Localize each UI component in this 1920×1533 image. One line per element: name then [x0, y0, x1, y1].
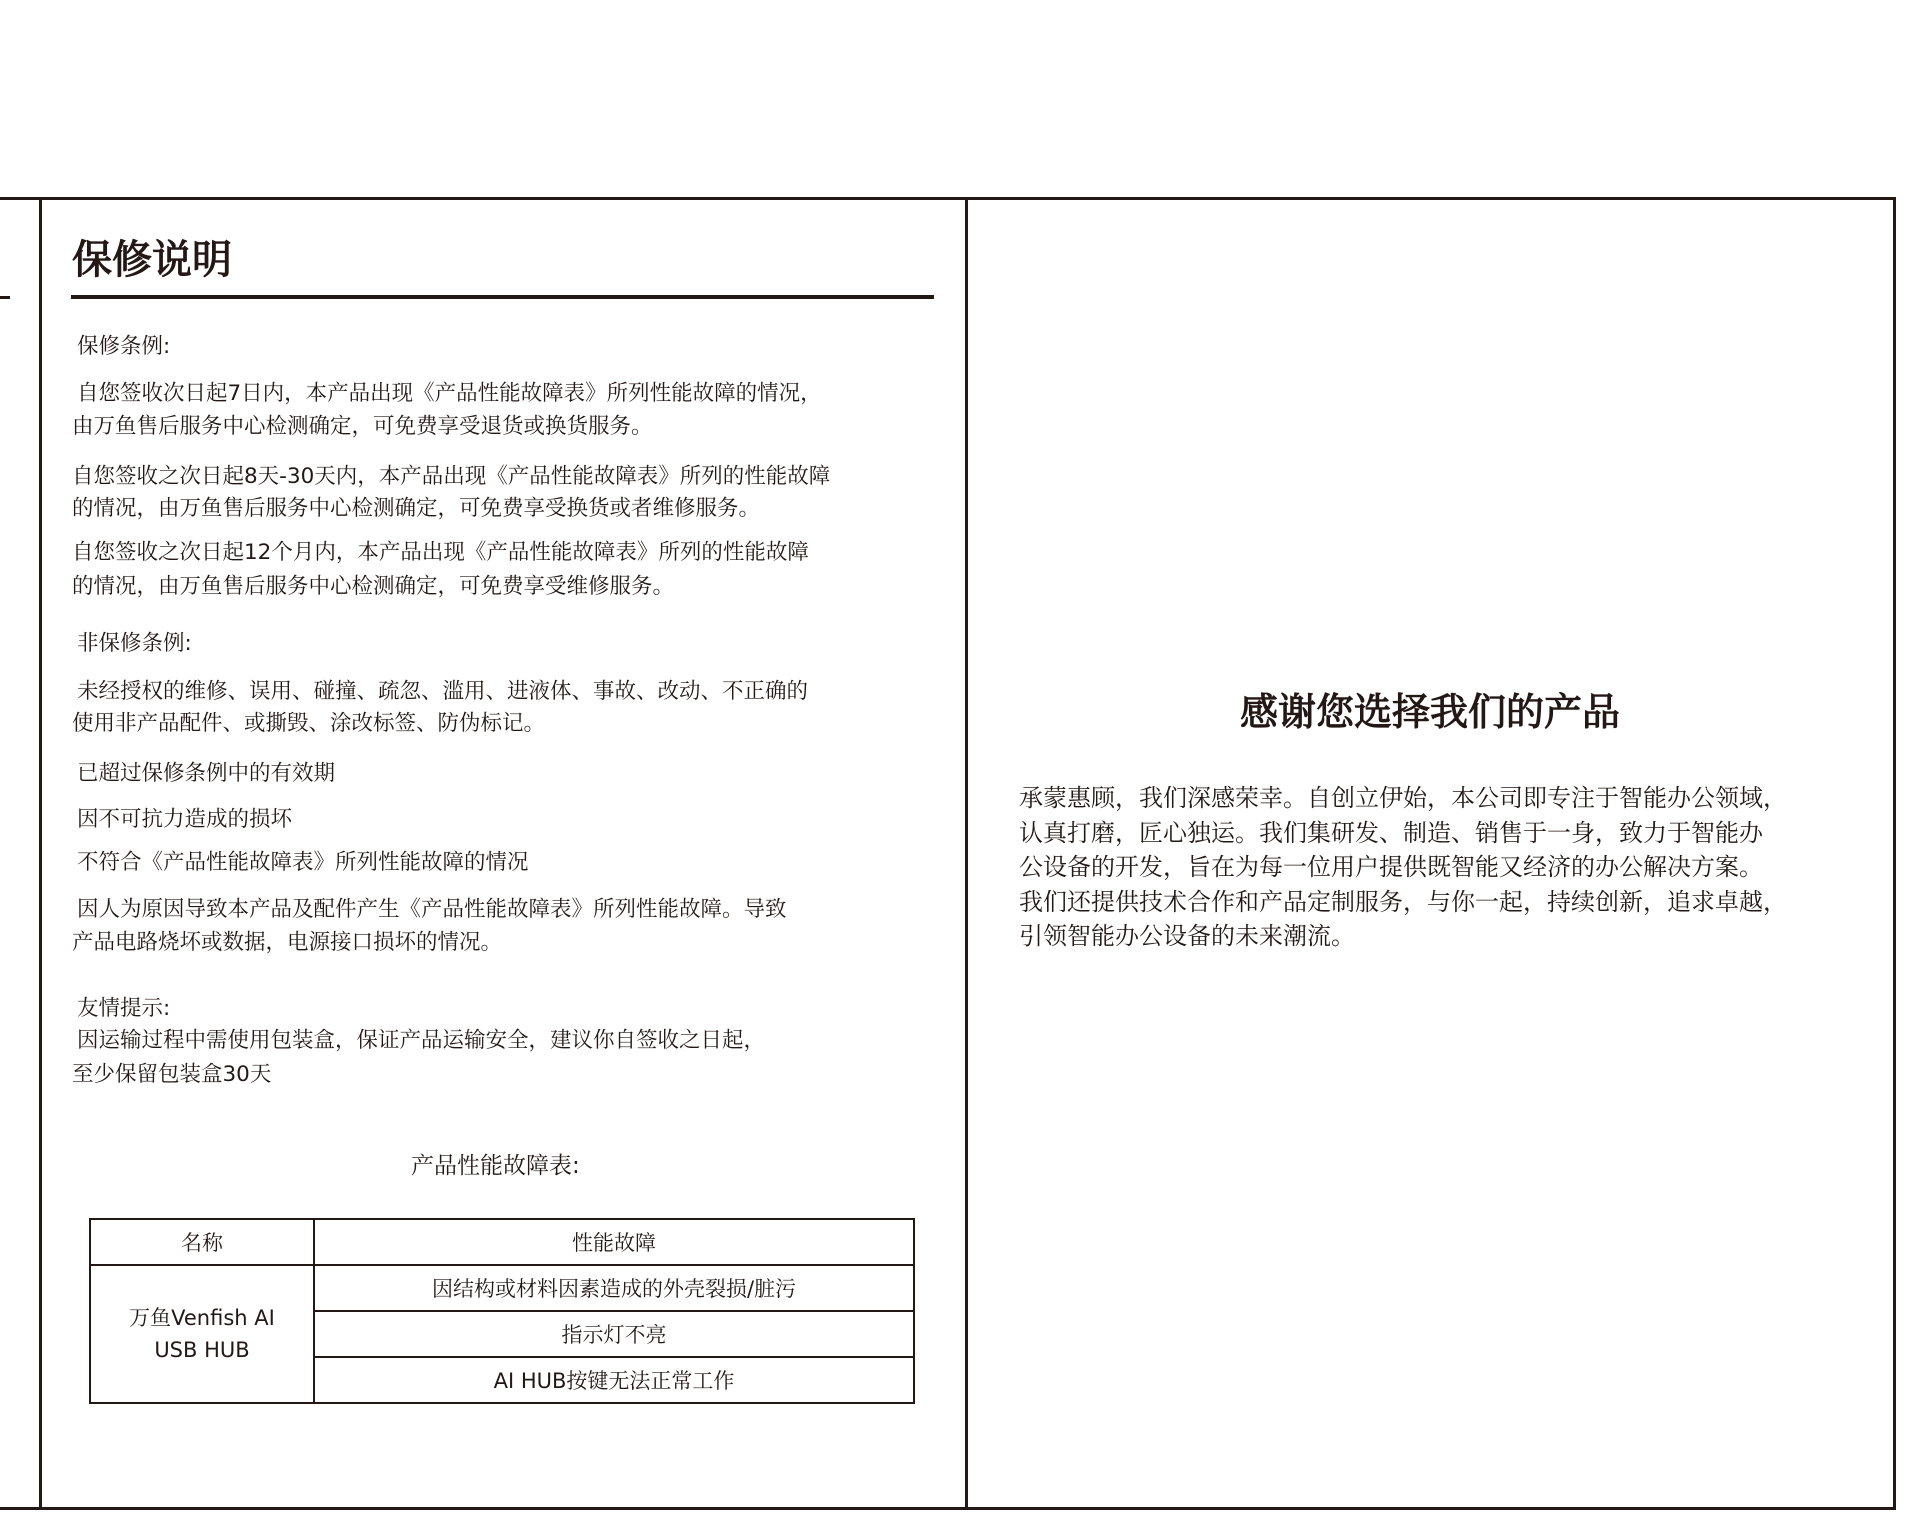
left-divider [39, 197, 42, 1509]
fault-cell: AI HUB按键无法正常工作 [314, 1357, 914, 1403]
term-line: 自您签收之次日起8天-30天内，本产品出现《产品性能故障表》所列的性能故障 [72, 464, 831, 489]
table-title: 产品性能故障表: [411, 1153, 580, 1179]
intro-line: 引领智能办公设备的未来潮流。 [1019, 922, 1355, 950]
non-term-line: 已超过保修条例中的有效期 [77, 761, 336, 786]
term-line: 的情况，由万鱼售后服务中心检测确定，可免费享受维修服务。 [72, 574, 675, 599]
non-term-line: 产品电路烧坏或数据，电源接口损坏的情况。 [72, 930, 503, 955]
fault-cell: 因结构或材料因素造成的外壳裂损/脏污 [314, 1265, 914, 1311]
tips-line: 至少保留包装盒30天 [72, 1062, 272, 1087]
term-line: 的情况，由万鱼售后服务中心检测确定，可免费享受换货或者维修服务。 [72, 496, 761, 521]
fault-cell: 指示灯不亮 [314, 1311, 914, 1357]
term-line: 自您签收之次日起12个月内，本产品出现《产品性能故障表》所列的性能故障 [72, 540, 809, 565]
intro-line: 公设备的开发，旨在为每一位用户提供既智能又经济的办公解决方案。 [1019, 853, 1763, 881]
product-name-line: USB HUB [154, 1338, 250, 1362]
right-border [1893, 197, 1896, 1509]
center-divider [965, 197, 968, 1509]
intro-line: 认真打磨，匠心独运。我们集研发、制造、销售于一身，致力于智能办 [1019, 819, 1763, 847]
non-term-line: 使用非产品配件、或撕毁、涂改标签、防伪标记。 [72, 711, 546, 736]
non-term-line: 不符合《产品性能故障表》所列性能故障的情况 [77, 850, 529, 875]
non-terms-heading: 非保修条例: [77, 631, 192, 656]
thanks-title: 感谢您选择我们的产品 [1239, 690, 1620, 734]
fault-table [89, 1218, 915, 1404]
product-name-line: 万鱼Venfish AI [129, 1306, 275, 1330]
page-frame-bottom [0, 1507, 1896, 1510]
tips-heading: 友情提示: [77, 996, 171, 1021]
non-term-line: 因不可抗力造成的损坏 [77, 807, 293, 832]
page-frame-top [0, 197, 1896, 200]
warranty-title: 保修说明 [72, 237, 232, 283]
term-line: 自您签收次日起7日内，本产品出现《产品性能故障表》所列性能故障的情况， [77, 381, 822, 406]
intro-line: 承蒙惠顾，我们深感荣幸。自创立伊始，本公司即专注于智能办公领域， [1019, 784, 1787, 812]
title-underline [71, 295, 934, 299]
term-line: 由万鱼售后服务中心检测确定，可免费享受退货或换货服务。 [72, 414, 653, 439]
left-edge-mark [0, 296, 10, 299]
terms-heading: 保修条例: [77, 334, 171, 359]
non-term-line: 因人为原因导致本产品及配件产生《产品性能故障表》所列性能故障。导致 [77, 897, 787, 922]
non-term-line: 未经授权的维修、误用、碰撞、疏忽、滥用、进液体、事故、改动、不正确的 [77, 679, 809, 704]
table-header-fault: 性能故障 [314, 1219, 914, 1265]
table-header-name: 名称 [90, 1219, 314, 1265]
intro-line: 我们还提供技术合作和产品定制服务，与你一起，持续创新，追求卓越， [1019, 888, 1787, 916]
tips-line: 因运输过程中需使用包装盒，保证产品运输安全，建议你自签收之日起， [77, 1028, 766, 1053]
product-name-cell [90, 1265, 314, 1403]
